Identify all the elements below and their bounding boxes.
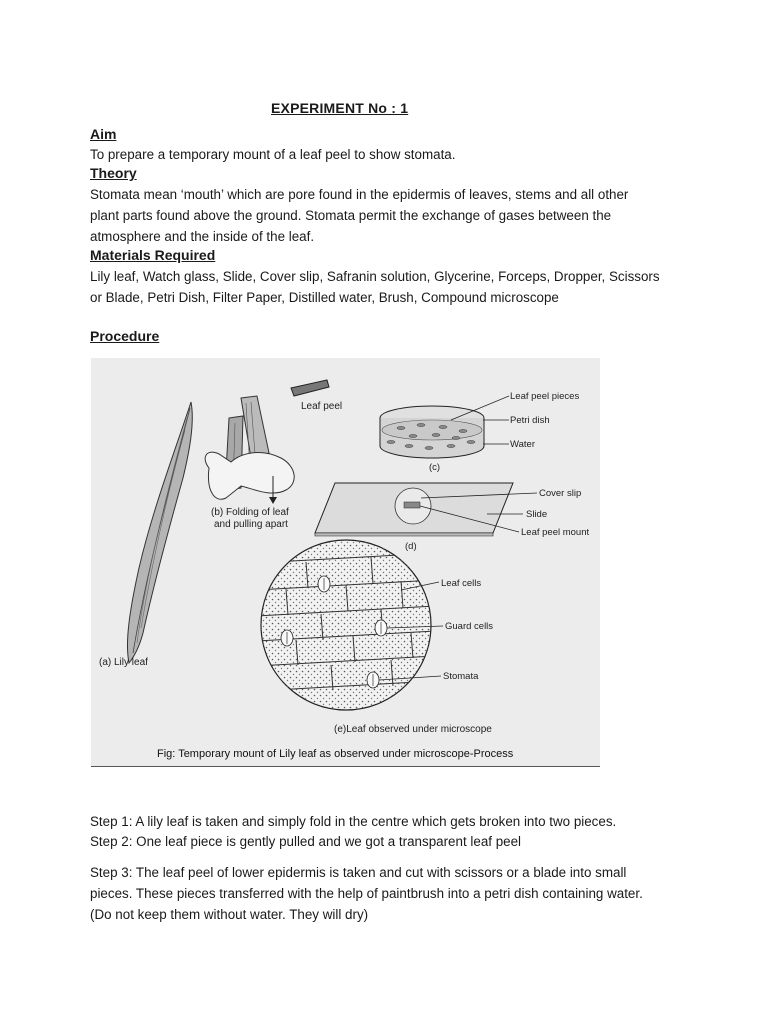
- label-c: (c): [429, 462, 441, 473]
- label-a: (a) Lily leaf: [99, 657, 148, 668]
- label-slide: Slide: [526, 509, 548, 520]
- label-water: Water: [510, 439, 535, 450]
- microscope-view-drawing: [256, 540, 443, 710]
- folding-leaf-drawing: [205, 396, 294, 504]
- label-leaf-cells: Leaf cells: [441, 578, 482, 589]
- label-b-line2: and pulling apart: [214, 519, 288, 530]
- aim-text: To prepare a temporary mount of a leaf peel to show stomata.: [90, 147, 456, 162]
- label-cover-slip: Cover slip: [539, 488, 582, 499]
- theory-line-2: plant parts found above the ground. Stomata permit the exchange of gases between the: [90, 208, 612, 223]
- figure-divider: [91, 766, 600, 767]
- label-e: (e)Leaf observed under microscope: [334, 724, 492, 735]
- label-leaf-peel-mount: Leaf peel mount: [521, 527, 590, 538]
- label-leaf-peel-pieces: Leaf peel pieces: [510, 391, 580, 402]
- materials-line-2: or Blade, Petri Dish, Filter Paper, Distilled water, Brush, Compound microscope: [90, 290, 559, 305]
- step-3-line-3: (Do not keep them without water. They will dry): [90, 907, 369, 922]
- materials-heading: Materials Required: [90, 247, 216, 263]
- label-guard-cells: Guard cells: [445, 621, 494, 632]
- step-3-line-1: Step 3: The leaf peel of lower epidermis is taken and cut with scissors or a blade into small: [90, 865, 627, 880]
- slide-drawing: [315, 483, 537, 536]
- page-title: EXPERIMENT No : 1: [271, 100, 409, 116]
- procedure-figure: [91, 358, 600, 766]
- lily-leaf-drawing: [127, 402, 192, 663]
- procedure-heading: Procedure: [90, 328, 160, 344]
- figure-caption: Fig: Temporary mount of Lily leaf as observed under microscope-Process: [157, 748, 514, 760]
- label-d: (d): [405, 541, 417, 552]
- figure-illustration: [91, 358, 600, 766]
- petri-dish-drawing: [380, 396, 509, 458]
- label-stomata: Stomata: [443, 671, 479, 682]
- step-1: Step 1: A lily leaf is taken and simply fold in the centre which gets broken into two pieces.: [90, 814, 617, 829]
- materials-line-1: Lily leaf, Watch glass, Slide, Cover slip, Safranin solution, Glycerine, Forceps, Dropper, Scissors: [90, 269, 660, 284]
- theory-heading: Theory: [90, 165, 137, 181]
- step-3-line-2: pieces. These pieces transferred with the help of paintbrush into a petri dish containing water.: [90, 886, 643, 901]
- aim-heading: Aim: [90, 126, 117, 142]
- leaf-peel-drawing: [291, 380, 329, 396]
- step-2: Step 2: One leaf piece is gently pulled and we got a transparent leaf peel: [90, 834, 522, 849]
- label-leaf-peel: Leaf peel: [301, 401, 343, 412]
- theory-line-3: atmosphere and the inside of the leaf.: [90, 229, 315, 244]
- label-b-line1: (b) Folding of leaf: [211, 507, 289, 518]
- theory-line-1: Stomata mean ‘mouth’ which are pore found in the epidermis of leaves, stems and all other: [90, 187, 629, 202]
- label-petri-dish: Petri dish: [510, 415, 550, 426]
